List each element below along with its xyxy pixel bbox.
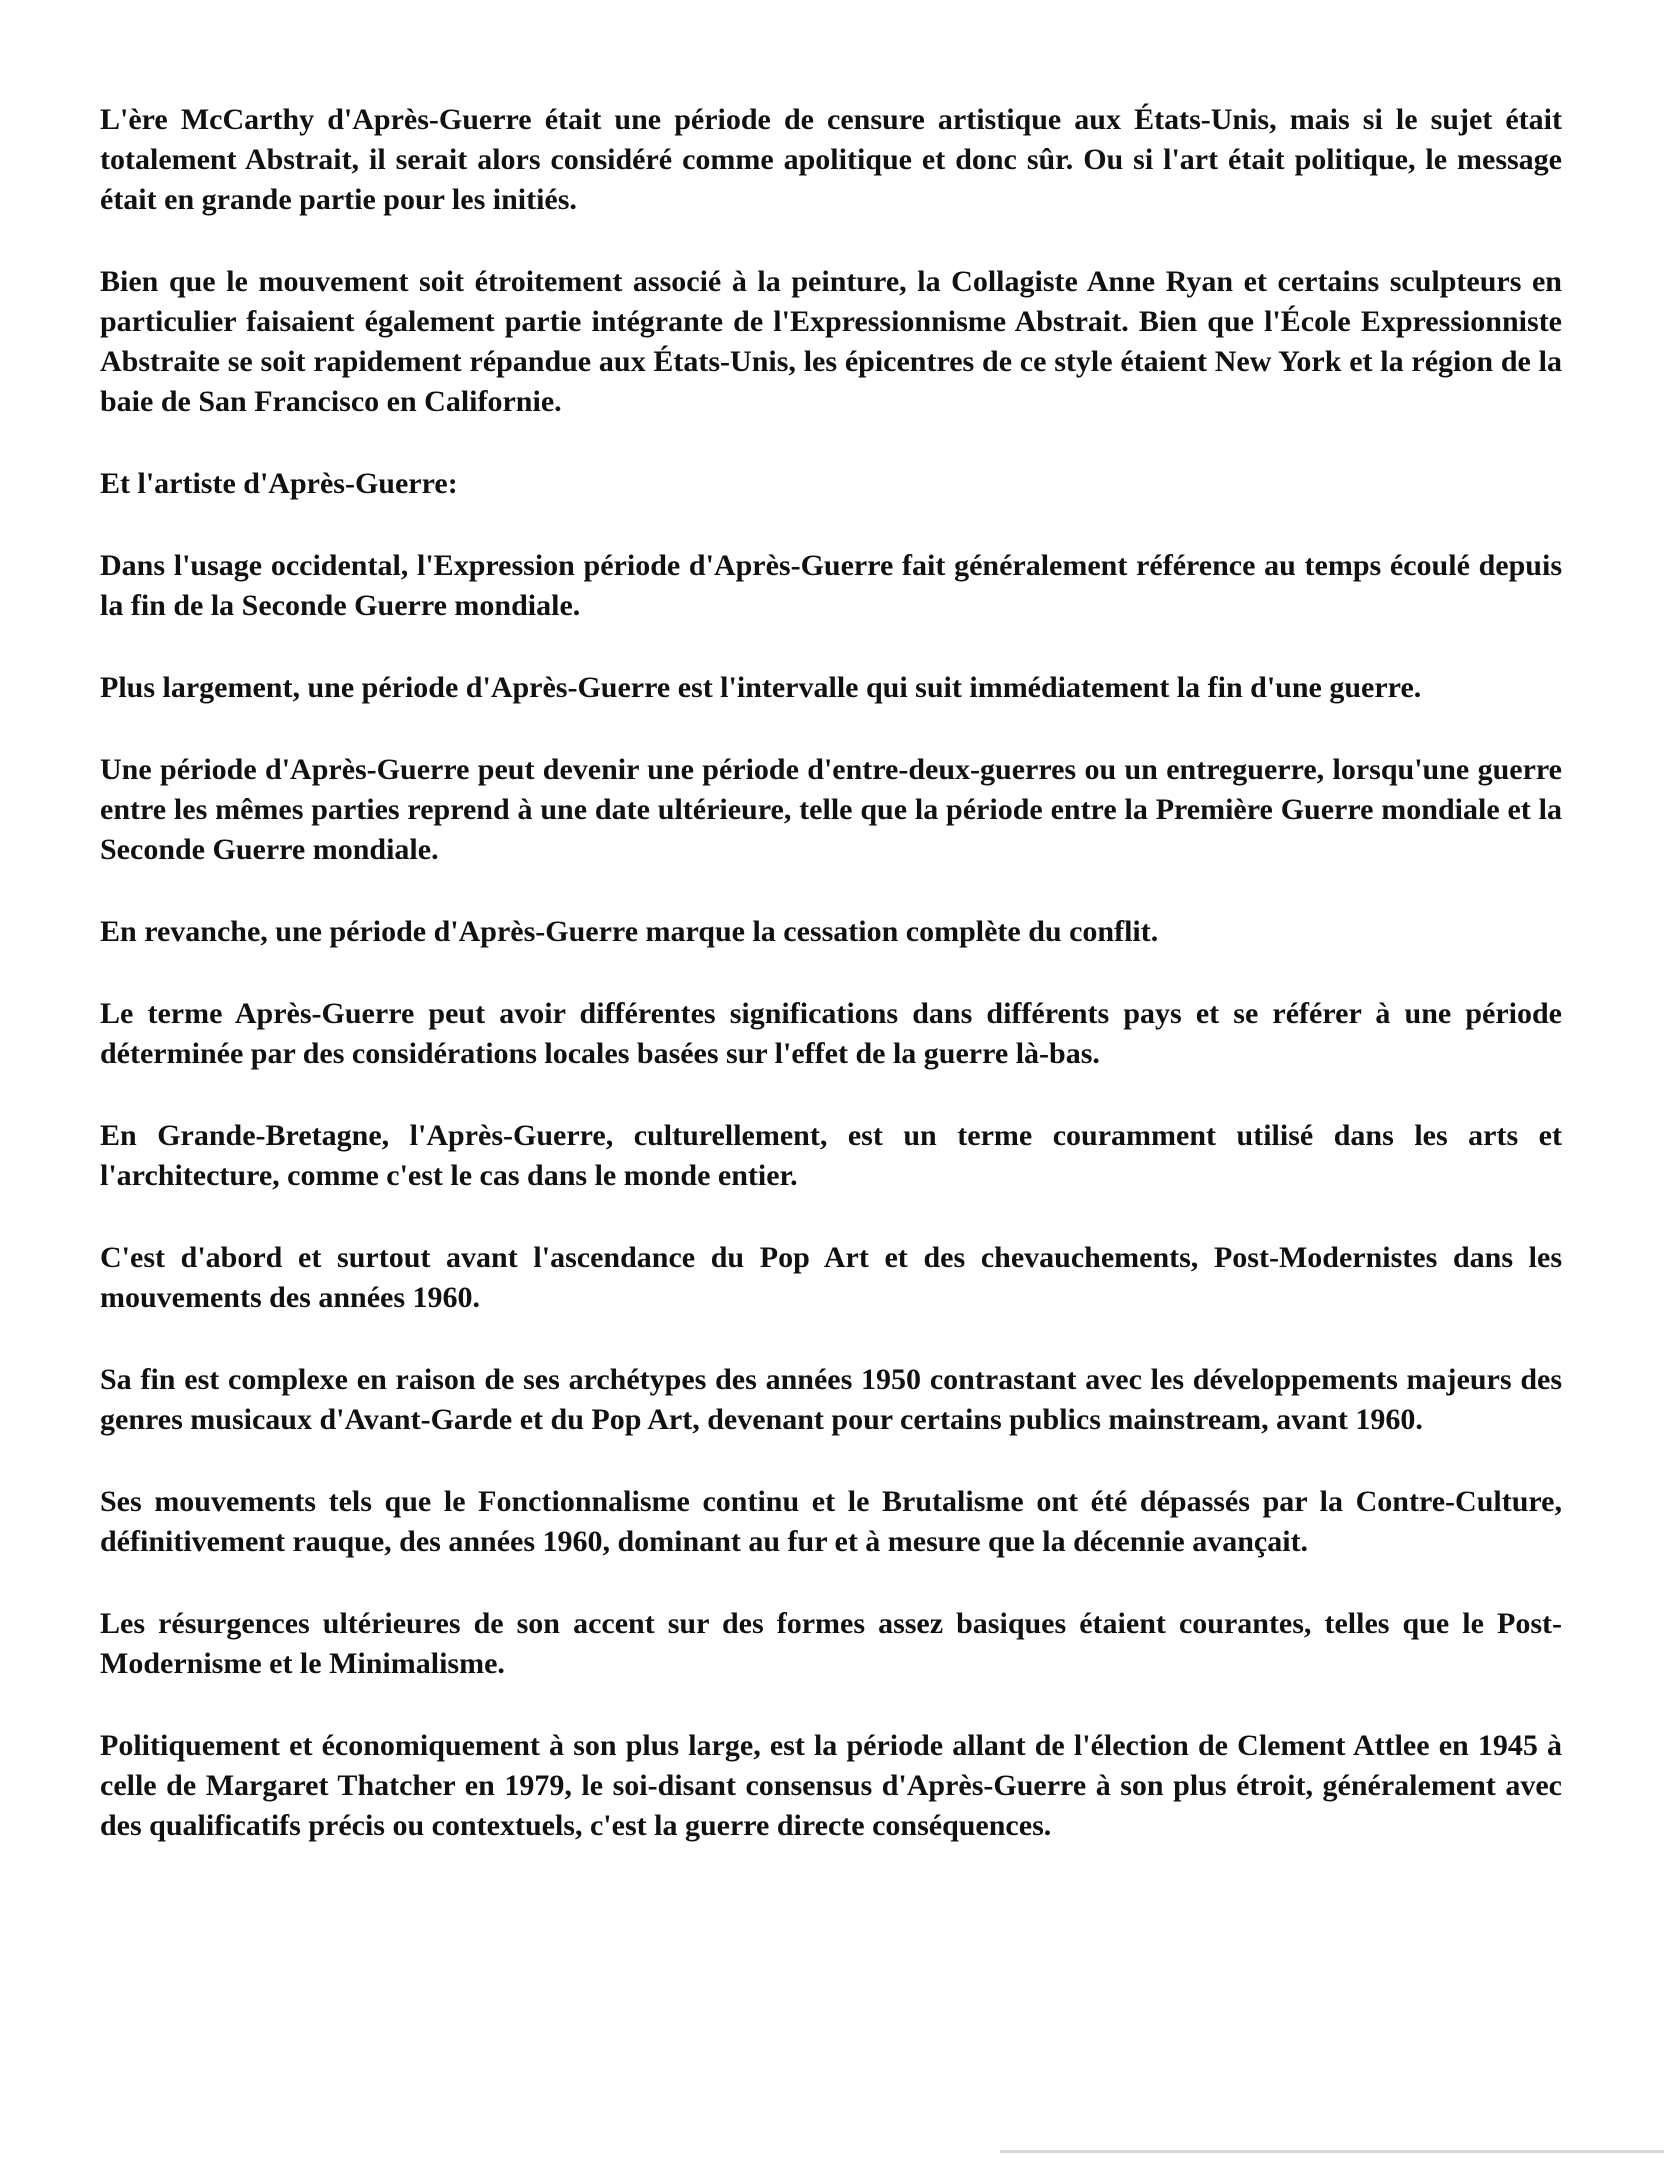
document-page — [100, 100, 1562, 1846]
paragraph-counter-culture: Ses mouvements tels que le Fonctionnalisme continu et le Brutalisme ont été dépassés par la Contre-Culture, définitivement rauque, des années 1960, dominant au fur et à mesure que la décennie avançait. — [100, 1485, 1562, 1558]
paragraph-mccarthy-era: L'ère McCarthy d'Après-Guerre était une période de censure artistique aux États-Unis, mais si le sujet était totalement Abstrait, il serait alors considéré comme apolitique et donc sûr. Ou si l'art était politique, le message était en grande partie pour les initiés. — [100, 103, 1562, 216]
scan-edge-line — [1000, 2150, 1664, 2153]
paragraph-complex-end: Sa fin est complexe en raison de ses archétypes des années 1950 contrastant avec les développements majeurs des genres musicaux d'Avant-Garde et du Pop Art, devenant pour certains publics mainstream, avant 1960. — [100, 1363, 1562, 1436]
paragraph-postwar-artist: Et l'artiste d'Après-Guerre: — [100, 467, 458, 500]
paragraph-cessation-of-conflict: En revanche, une période d'Après-Guerre marque la cessation complète du conflit. — [100, 915, 1159, 948]
paragraph-western-usage: Dans l'usage occidental, l'Expression période d'Après-Guerre fait généralement référence au temps écoulé depuis la fin de la Seconde Guerre mondiale. — [100, 549, 1562, 622]
paragraph-pop-art: C'est d'abord et surtout avant l'ascendance du Pop Art et des chevauchements, Post-Modernistes dans les mouvements des années 1960. — [100, 1241, 1562, 1314]
paragraph-resurgences: Les résurgences ultérieures de son accent sur des formes assez basiques étaient courantes, telles que le Post-Modernisme et le Minimalisme. — [100, 1607, 1562, 1680]
paragraph-term-meanings: Le terme Après-Guerre peut avoir différentes significations dans différents pays et se référer à une période déterminée par des considérations locales basées sur l'effet de la guerre là-bas. — [100, 997, 1562, 1070]
paragraph-broader-definition: Plus largement, une période d'Après-Guerre est l'intervalle qui suit immédiatement la fin d'une guerre. — [100, 671, 1422, 704]
paragraph-great-britain: En Grande-Bretagne, l'Après-Guerre, culturellement, est un terme couramment utilisé dans les arts et l'architecture, comme c'est le cas dans le monde entier. — [100, 1119, 1562, 1192]
paragraph-interwar-period: Une période d'Après-Guerre peut devenir une période d'entre-deux-guerres ou un entreguerre, lorsqu'une guerre entre les mêmes parties reprend à une date ultérieure, telle que la période entre la Première Guerre mondiale et la Seconde Guerre mondiale. — [100, 753, 1562, 866]
paragraph-abstract-expressionism: Bien que le mouvement soit étroitement associé à la peinture, la Collagiste Anne Ryan et certains sculpteurs en particulier faisaient également partie intégrante de l'Expressionnisme Abstrait. Bien que l'École Expressionniste Abstraite se soit rapidement répandue aux États-Unis, les épicentres de ce style étaient New York et la région de la baie de San Francisco en Californie. — [100, 265, 1562, 418]
paragraph-political-consensus: Politiquement et économiquement à son plus large, est la période allant de l'élection de Clement Attlee en 1945 à celle de Margaret Thatcher en 1979, le soi-disant consensus d'Après-Guerre à son plus étroit, généralement avec des qualificatifs précis ou contextuels, c'est la guerre directe conséquences. — [100, 1729, 1562, 1842]
